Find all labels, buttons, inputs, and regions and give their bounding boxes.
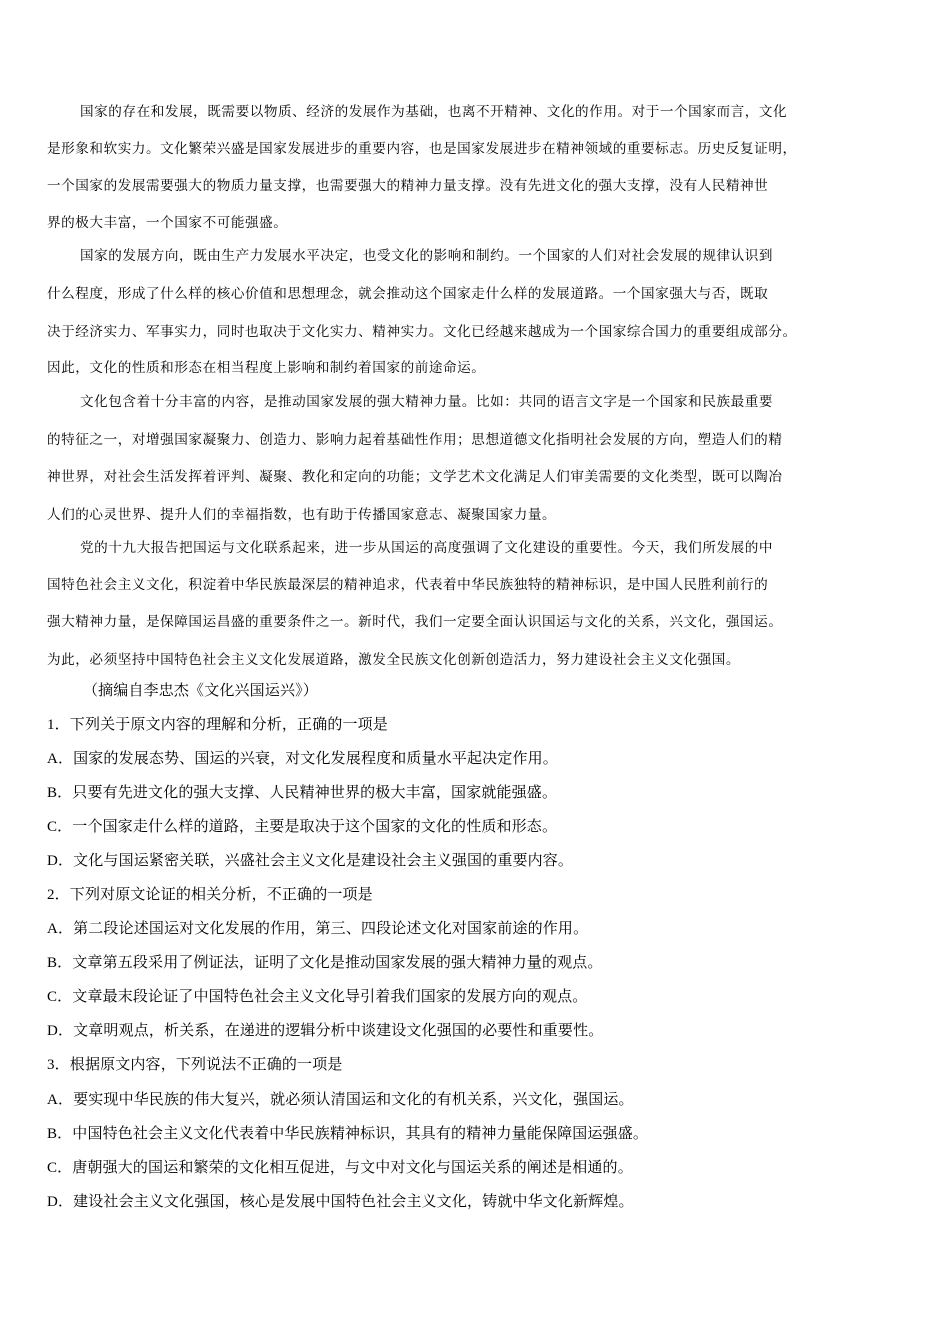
question-3-option-c: C．唐朝强大的国运和繁荣的文化相互促进，与文中对文化与国运关系的阐述是相通的。 (47, 1160, 633, 1176)
question-1-stem: 1．下列关于原文内容的理解和分析，正确的一项是 (47, 717, 388, 733)
question-3-stem: 3．根据原文内容，下列说法不正确的一项是 (47, 1057, 343, 1073)
question-1-option-d: D．文化与国运紧密关联，兴盛社会主义文化是建设社会主义强国的重要内容。 (47, 853, 574, 869)
question-2-option-d: D．文章明观点，析关系，在递进的逻辑分析中谈建设文化强国的必要性和重要性。 (47, 1023, 604, 1039)
passage-p3-line-1: 文化包含着十分丰富的内容，是推动国家发展的强大精神力量。比如：共同的语言文字是一个国家和民族最重要 (80, 394, 774, 410)
passage-source: （摘编自李忠杰《文化兴国运兴》） (83, 683, 318, 699)
passage-p2-line-1: 国家的发展方向，既由生产力发展水平决定，也受文化的影响和制约。一个国家的人们对社会发展的规律认识到 (80, 248, 774, 264)
question-2-stem: 2．下列对原文论证的相关分析，不正确的一项是 (47, 887, 373, 903)
question-2-option-b: B．文章第五段采用了例证法，证明了文化是推动国家发展的强大精神力量的观点。 (47, 955, 603, 971)
question-1-option-a: A．国家的发展态势、国运的兴衰，对文化发展程度和质量水平起决定作用。 (47, 751, 558, 767)
question-2-option-a: A．第二段论述国运对文化发展的作用，第三、四段论述文化对国家前途的作用。 (47, 921, 589, 937)
passage-p3-line-4: 人们的心灵世界、提升人们的幸福指数，也有助于传播国家意志、凝聚国家力量。 (47, 507, 557, 523)
question-1-option-b: B．只要有先进文化的强大支撑、人民精神世界的极大丰富，国家就能强盛。 (47, 785, 558, 801)
passage-p1-line-1: 国家的存在和发展，既需要以物质、经济的发展作为基础，也离不开精神、文化的作用。对于一个国家而言，文化 (80, 104, 788, 120)
passage-p2-line-3: 决于经济实力、军事实力，同时也取决于文化实力、精神实力。文化已经越来越成为一个国家综合国力的重要组成部分。 (47, 324, 797, 340)
question-3-option-a: A．要实现中华民族的伟大复兴，就必须认清国运和文化的有机关系，兴文化，强国运。 (47, 1092, 634, 1108)
question-3-option-b: B．中国特色社会主义文化代表着中华民族精神标识，其具有的精神力量能保障国运强盛。 (47, 1126, 649, 1142)
passage-p4-line-3: 强大精神力量，是保障国运昌盛的重要条件之一。新时代，我们一定要全面认识国运与文化的关系，兴文化，强国运。 (47, 614, 783, 630)
passage-p1-line-3: 一个国家的发展需要强大的物质力量支撑，也需要强大的精神力量支撑。没有先进文化的强大支撑，没有人民精神世 (47, 178, 769, 194)
passage-p2-line-2: 什么程度，形成了什么样的核心价值和思想理念，就会推动这个国家走什么样的发展道路。一个国家强大与否，既取 (47, 286, 769, 302)
passage-p3-line-2: 的特征之一，对增强国家凝聚力、创造力、影响力起着基础性作用；思想道德文化指明社会发展的方向，塑造人们的精 (47, 432, 783, 448)
question-3-option-d: D．建设社会主义文化强国，核心是发展中国特色社会主义文化，铸就中华文化新辉煌。 (47, 1194, 634, 1210)
passage-p4-line-2: 国特色社会主义文化，积淀着中华民族最深层的精神追求，代表着中华民族独特的精神标识，是中国人民胜利前行的 (47, 577, 769, 593)
question-1-option-c: C．一个国家走什么样的道路，主要是取决于这个国家的文化的性质和形态。 (47, 819, 558, 835)
passage-p3-line-3: 神世界，对社会生活发挥着评判、凝聚、教化和定向的功能；文学艺术文化满足人们审美需要的文化类型，既可以陶冶 (47, 469, 783, 485)
passage-p2-line-4: 因此，文化的性质和形态在相当程度上影响和制约着国家的前途命运。 (47, 360, 486, 376)
passage-p4-line-1: 党的十九大报告把国运与文化联系起来，进一步从国运的高度强调了文化建设的重要性。今天，我们所发展的中 (80, 540, 774, 556)
passage-p4-line-4: 为此，必须坚持中国特色社会主义文化发展道路，激发全民族文化创新创造活力，努力建设社会主义文化强国。 (47, 652, 741, 668)
passage-p1-line-4: 界的极大丰富，一个国家不可能强盛。 (47, 215, 288, 231)
passage-p1-line-2: 是形象和软实力。文化繁荣兴盛是国家发展进步的重要内容，也是国家发展进步在精神领域的重要标志。历史反复证明， (47, 141, 797, 157)
question-2-option-c: C．文章最末段论证了中国特色社会主义文化导引着我们国家的发展方向的观点。 (47, 989, 588, 1005)
